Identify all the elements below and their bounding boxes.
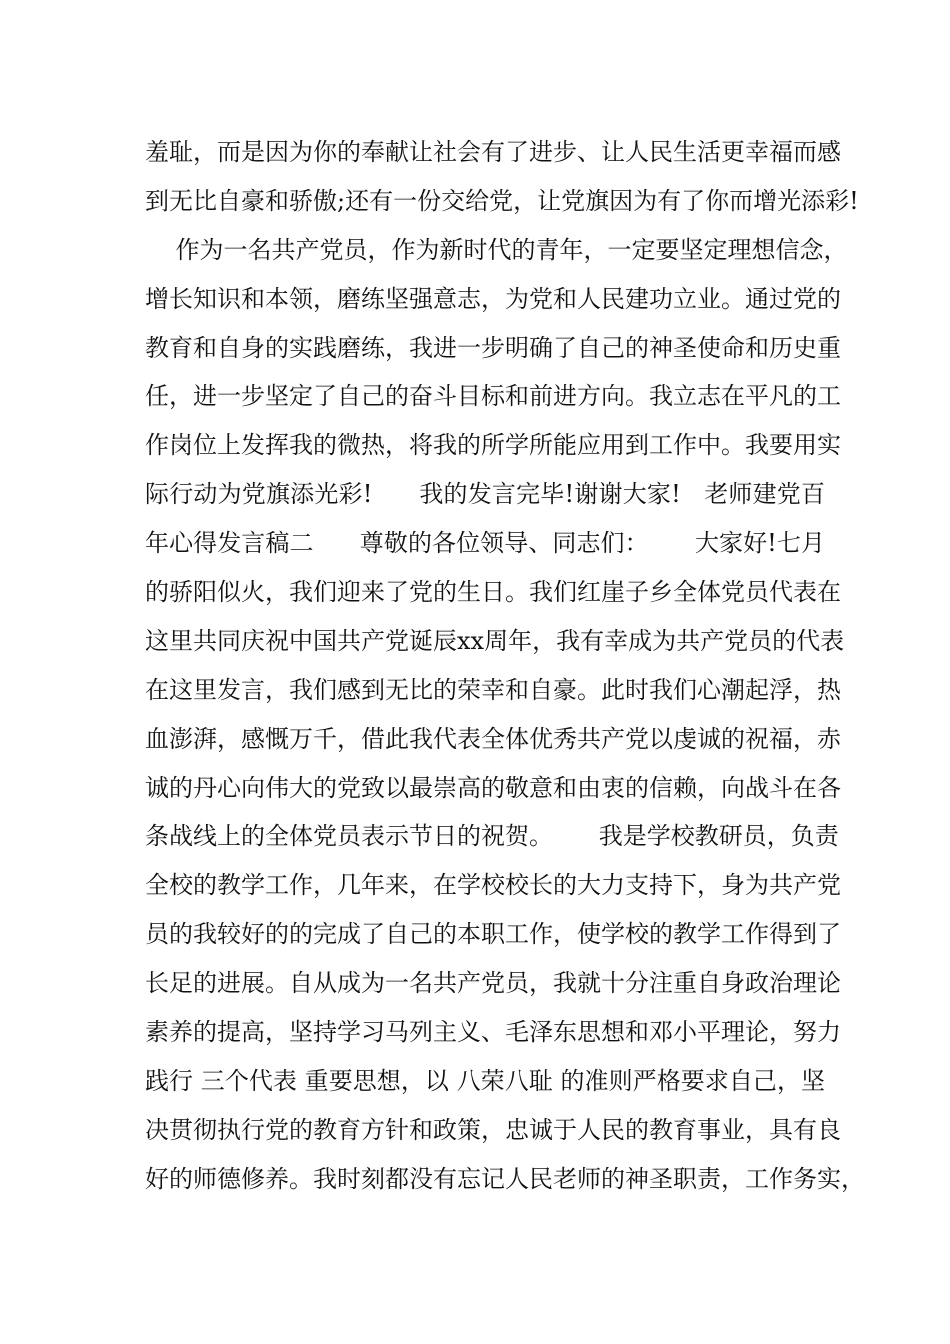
text-line: 年心得发言稿二 尊敬的各位领导、同志们： 大家好!七月 (145, 529, 825, 558)
text-line: 作岗位上发挥我的微热，将我的所学所能应用到工作中。我要用实 (145, 431, 841, 460)
text-line: 在这里发言，我们感到无比的荣幸和自豪。此时我们心潮起浮，热 (145, 675, 841, 704)
body-text (145, 128, 865, 1204)
text-line: 好的师德修养。我时刻都没有忘记人民老师的神圣职责，工作务实， (145, 1164, 865, 1193)
text-line: 这里共同庆祝中国共产党诞辰xx周年，我有幸成为共产党员的代表 (145, 626, 845, 655)
text-line: 际行动为党旗添光彩! 我的发言完毕!谢谢大家! 老师建党百 (145, 480, 825, 509)
text-line: 素养的提高，坚持学习马列主义、毛泽东思想和邓小平理论，努力 (145, 1018, 841, 1047)
text-line: 践行 三个代表 重要思想，以 八荣八耻 的准则严格要求自己，坚 (145, 1066, 825, 1095)
text-line: 条战线上的全体党员表示节日的祝贺。 我是学校教研员，负责 (145, 822, 839, 851)
text-line: 增长知识和本领，磨练坚强意志，为党和人民建功立业。通过党的 (145, 284, 841, 313)
text-line: 到无比自豪和骄傲;还有一份交给党，让党旗因为有了你而增光添彩! (145, 186, 859, 215)
text-line: 长足的进展。自从成为一名共产党员，我就十分注重自身政治理论 (145, 969, 841, 998)
text-line: 作为一名共产党员，作为新时代的青年，一定要坚定理想信念， (145, 235, 848, 264)
text-line: 决贯彻执行党的教育方针和政策，忠诚于人民的教育事业，具有良 (145, 1115, 841, 1144)
text-line: 诚的丹心向伟大的党致以最崇高的敬意和由衷的信赖，向战斗在各 (145, 773, 841, 802)
text-line: 员的我较好的的完成了自己的本职工作，使学校的教学工作得到了 (145, 920, 841, 949)
text-line: 教育和自身的实践磨练，我进一步明确了自己的神圣使命和历史重 (145, 333, 841, 362)
text-line: 血澎湃，感慨万千，借此我代表全体优秀共产党以虔诚的祝福，赤 (145, 724, 841, 753)
text-line: 全校的教学工作，几年来，在学校校长的大力支持下，身为共产党 (145, 871, 841, 900)
text-line: 羞耻，而是因为你的奉献让社会有了进步、让人民生活更幸福而感 (145, 138, 841, 166)
text-line: 任，进一步坚定了自己的奋斗目标和前进方向。我立志在平凡的工 (145, 382, 841, 411)
text-line: 的骄阳似火，我们迎来了党的生日。我们红崖子乡全体党员代表在 (145, 578, 841, 607)
